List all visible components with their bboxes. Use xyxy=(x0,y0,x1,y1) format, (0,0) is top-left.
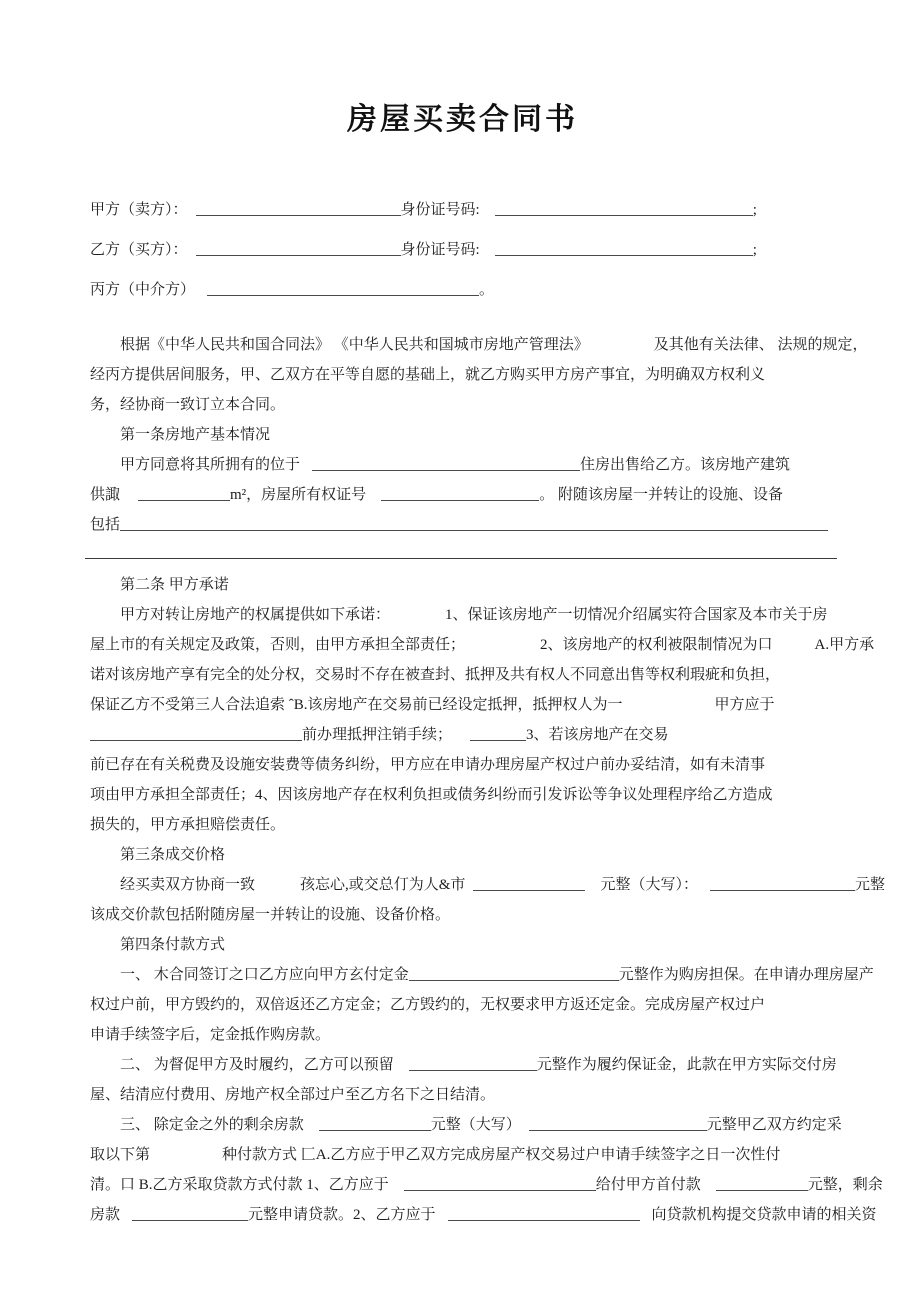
body-text: 权过户前，甲方毁约的，双倍返还乙方定金；乙方毁约的，无权要求甲方返还定金。完成房屋产权过户 xyxy=(90,997,766,1013)
article-2-section xyxy=(90,570,875,840)
article-2-line-3 xyxy=(90,660,835,690)
body-text: 1、保证该房地产一切情况介绍属实符合国家及本市关于房 xyxy=(445,607,828,623)
loan-apply-date-blank xyxy=(448,1206,640,1221)
spacer xyxy=(452,738,470,739)
article-2-heading xyxy=(90,570,835,600)
party-a-id-blank xyxy=(495,201,753,216)
party-b-id-blank xyxy=(495,241,753,256)
spacer xyxy=(623,708,715,709)
spacer xyxy=(589,348,654,349)
article-4-section xyxy=(90,930,883,1230)
party-c-label: 丙方（中介方） xyxy=(90,282,196,298)
spacer xyxy=(300,468,312,469)
spacer xyxy=(188,253,196,254)
party-c-name-blank xyxy=(207,281,479,296)
body-text: 孩忘心,或交总仃为人&市 xyxy=(300,877,466,893)
included-equipment-blank xyxy=(120,516,828,531)
article-4-p3-line-1 xyxy=(90,1110,842,1140)
parties-section xyxy=(90,190,835,310)
heading-text: 第二条 甲方承诺 xyxy=(120,577,229,593)
body-text: 经买卖双方协商一致 xyxy=(120,877,256,893)
price-words-blank xyxy=(710,876,855,891)
spacer xyxy=(640,1218,652,1219)
body-text: 前已存在有关税费及设施安装费等债务纠纷，甲方应在申请办理房屋产权过户前办妥结清，如有未清事 xyxy=(90,757,766,773)
body-text: 。 附随该房屋一并转让的设施、设备 xyxy=(539,487,783,503)
body-text: 元整甲乙双方约定采 xyxy=(706,1117,842,1133)
body-text: 一、 木合同签订之口乙方应向甲方玄付定金 xyxy=(120,967,409,983)
party-a-tail: ; xyxy=(752,202,757,218)
ownership-cert-blank xyxy=(381,486,539,501)
preamble-line-3 xyxy=(90,390,835,420)
spacer xyxy=(773,648,815,649)
spacer xyxy=(521,1128,529,1129)
article-3-section xyxy=(90,840,885,930)
small-blank xyxy=(470,726,526,741)
article-2-line-1 xyxy=(90,600,835,630)
remaining-words-blank xyxy=(529,1116,707,1131)
body-text: 屋、结清应付费用、房地产权全部过户至乙方名下之日结清。 xyxy=(90,1087,496,1103)
article-2-line-6 xyxy=(90,750,835,780)
article-1-line-2 xyxy=(90,480,835,510)
party-c-line xyxy=(90,270,835,310)
article-4-p3-line-2 xyxy=(90,1140,835,1170)
loan-amount-blank xyxy=(132,1206,248,1221)
body-text: 给付甲方首付款 xyxy=(595,1177,701,1193)
spacer xyxy=(195,293,207,294)
body-text: 元整申请贷款。2、乙方应于 xyxy=(248,1207,436,1223)
body-text: 取以下第 xyxy=(90,1147,151,1163)
party-a-line xyxy=(90,190,835,230)
body-text: 2、该房地产的权利被限制情况为口 xyxy=(540,637,773,653)
party-a-id-label: 身份证号码: xyxy=(400,202,480,218)
body-text: 屋上市的有关规定及政策，否则，由甲方承担全部责任； xyxy=(90,637,466,653)
body-text: 元整（大写）： xyxy=(600,877,698,893)
article-1-line-1 xyxy=(90,450,835,480)
downpayment-blank xyxy=(716,1176,808,1191)
loan-date-blank xyxy=(404,1176,596,1191)
spacer xyxy=(255,888,300,889)
spacer xyxy=(120,498,138,499)
deposit-amount-blank xyxy=(409,966,619,981)
body-text: 诺对该房地产享有完全的处分权，交易时不存在被查封、抵押及共有权人不同意出售等权利瑕疵和负担， xyxy=(90,667,781,683)
body-text: 元整，剩余 xyxy=(807,1177,883,1193)
article-3-line-1 xyxy=(90,870,885,900)
spacer xyxy=(366,498,381,499)
body-text: 二、 为督促甲方及时履约，乙方可以预留 xyxy=(120,1057,394,1073)
property-location-blank xyxy=(312,456,580,471)
body-text: 住房出售给乙方。该房地产建筑 xyxy=(580,457,791,473)
body-text: 保证乙方不受第三人合法追索 ˆB.该房地产在交易前已经设定抵押，抵押权人为一 xyxy=(90,697,623,713)
article-4-p1-line-2 xyxy=(90,990,835,1020)
body-text: 房款 xyxy=(90,1207,121,1223)
body-text: m²，房屋所有权证号 xyxy=(230,487,367,503)
party-b-name-blank xyxy=(196,241,401,256)
preamble-text: 经丙方提供居间服务，甲、乙双方在平等自愿的基础上，就乙方购买甲方房产事宜，为明确双方权利义 xyxy=(90,367,766,383)
party-c-tail: 。 xyxy=(479,282,495,298)
spacer xyxy=(698,888,710,889)
preamble-text: 及其他有关法律、 法规的规定， xyxy=(653,337,868,353)
guarantee-amount-blank xyxy=(409,1056,537,1071)
article-2-line-4 xyxy=(90,690,835,720)
preamble-text: 根据《中华人民共和国合同法》 《中华人民共和国城市房地产管理法》 xyxy=(120,337,589,353)
body-text: 元整（大写） xyxy=(430,1117,521,1133)
article-4-p2-line-2 xyxy=(90,1080,835,1110)
spacer xyxy=(436,1218,448,1219)
spacer xyxy=(304,1128,319,1129)
party-a-name-blank xyxy=(196,201,401,216)
article-4-heading xyxy=(90,930,835,960)
preamble-line-1 xyxy=(90,330,868,360)
body-text: 元整作为购房担保。在申请办理房屋产 xyxy=(618,967,874,983)
body-text: 申请手续签字后，定金抵作购房款。 xyxy=(90,1027,331,1043)
party-b-id-label: 身份证号码: xyxy=(400,242,480,258)
spacer xyxy=(480,213,495,214)
body-text: 前办理抵押注销手续； xyxy=(302,727,453,743)
mortgage-cancel-date-blank xyxy=(90,726,302,741)
body-text: 三、 除定金之外的剩余房款 xyxy=(120,1117,304,1133)
body-text: 包括 xyxy=(90,517,121,533)
party-b-tail: ; xyxy=(752,242,757,258)
article-4-p2-line-1 xyxy=(90,1050,835,1080)
article-3-heading xyxy=(90,840,835,870)
body-text: 项由甲方承担全部责任；4、因该房地产存在权利负担或债务纠纷而引发诉讼等争议处理程序给乙方造成 xyxy=(90,787,773,803)
article-4-p3-line-3 xyxy=(90,1170,883,1200)
remaining-amount-blank xyxy=(319,1116,431,1131)
heading-text: 第四条付款方式 xyxy=(120,937,226,953)
spacer xyxy=(585,888,600,889)
body-text: A.甲方承 xyxy=(814,637,875,653)
blank-continuation-line xyxy=(90,540,835,570)
article-4-p1-line-3 xyxy=(90,1020,835,1050)
body-text: 清。口 B.乙方采取贷款方式付款 1、乙方应于 xyxy=(90,1177,389,1193)
body-text: 甲方应于 xyxy=(714,697,775,713)
spacer xyxy=(389,1188,404,1189)
spacer xyxy=(188,213,196,214)
article-2-line-2 xyxy=(90,630,875,660)
article-2-line-8 xyxy=(90,810,835,840)
price-amount-blank xyxy=(473,876,585,891)
preamble-line-2 xyxy=(90,360,835,390)
body-text: 种付款方式 匚A.乙方应于甲乙双方完成房屋产权交易过户申请手续签字之日一次性付 xyxy=(222,1147,781,1163)
horizontal-rule xyxy=(85,558,837,559)
party-b-label: 乙方（买方）： xyxy=(90,242,188,258)
area-blank xyxy=(138,486,230,501)
spacer xyxy=(465,648,540,649)
body-text: 向贷款机构提交贷款申请的相关资 xyxy=(651,1207,877,1223)
article-2-line-7 xyxy=(90,780,835,810)
article-4-p1-line-1 xyxy=(90,960,874,990)
page-title: 房屋买卖合同书 xyxy=(347,103,578,136)
spacer xyxy=(120,1218,132,1219)
body-text: 甲方同意将其所拥有的位于 xyxy=(120,457,301,473)
article-3-line-2 xyxy=(90,900,835,930)
heading-text: 第一条房地产基本情况 xyxy=(120,427,271,443)
article-1-heading xyxy=(90,420,835,450)
spacer xyxy=(701,1188,716,1189)
article-1-section xyxy=(90,420,835,570)
spacer xyxy=(390,618,445,619)
heading-text: 第三条成交价格 xyxy=(120,847,226,863)
spacer xyxy=(150,1158,222,1159)
spacer xyxy=(465,888,473,889)
party-a-label: 甲方（卖方）： xyxy=(90,202,188,218)
party-b-line xyxy=(90,230,835,270)
preamble-section xyxy=(90,330,868,420)
spacer xyxy=(480,253,495,254)
preamble-text: 务，经协商一致订立本合同。 xyxy=(90,397,286,413)
article-2-line-5 xyxy=(90,720,835,750)
body-text: 该成交价款包括附随房屋一并转让的设施、设备价格。 xyxy=(90,907,451,923)
body-text: 3、若该房地产在交易 xyxy=(526,727,669,743)
article-4-p3-line-4 xyxy=(90,1200,877,1230)
body-text: 供諏 xyxy=(90,487,121,503)
article-1-line-3 xyxy=(90,510,835,540)
body-text: 元整 xyxy=(854,877,885,893)
body-text: 甲方对转让房地产的权属提供如下承诺： xyxy=(120,607,391,623)
spacer xyxy=(394,1068,409,1069)
body-text: 损失的，甲方承担赔偿责任。 xyxy=(90,817,286,833)
body-text: 元整作为履约保证金，此款在甲方实际交付房 xyxy=(536,1057,837,1073)
